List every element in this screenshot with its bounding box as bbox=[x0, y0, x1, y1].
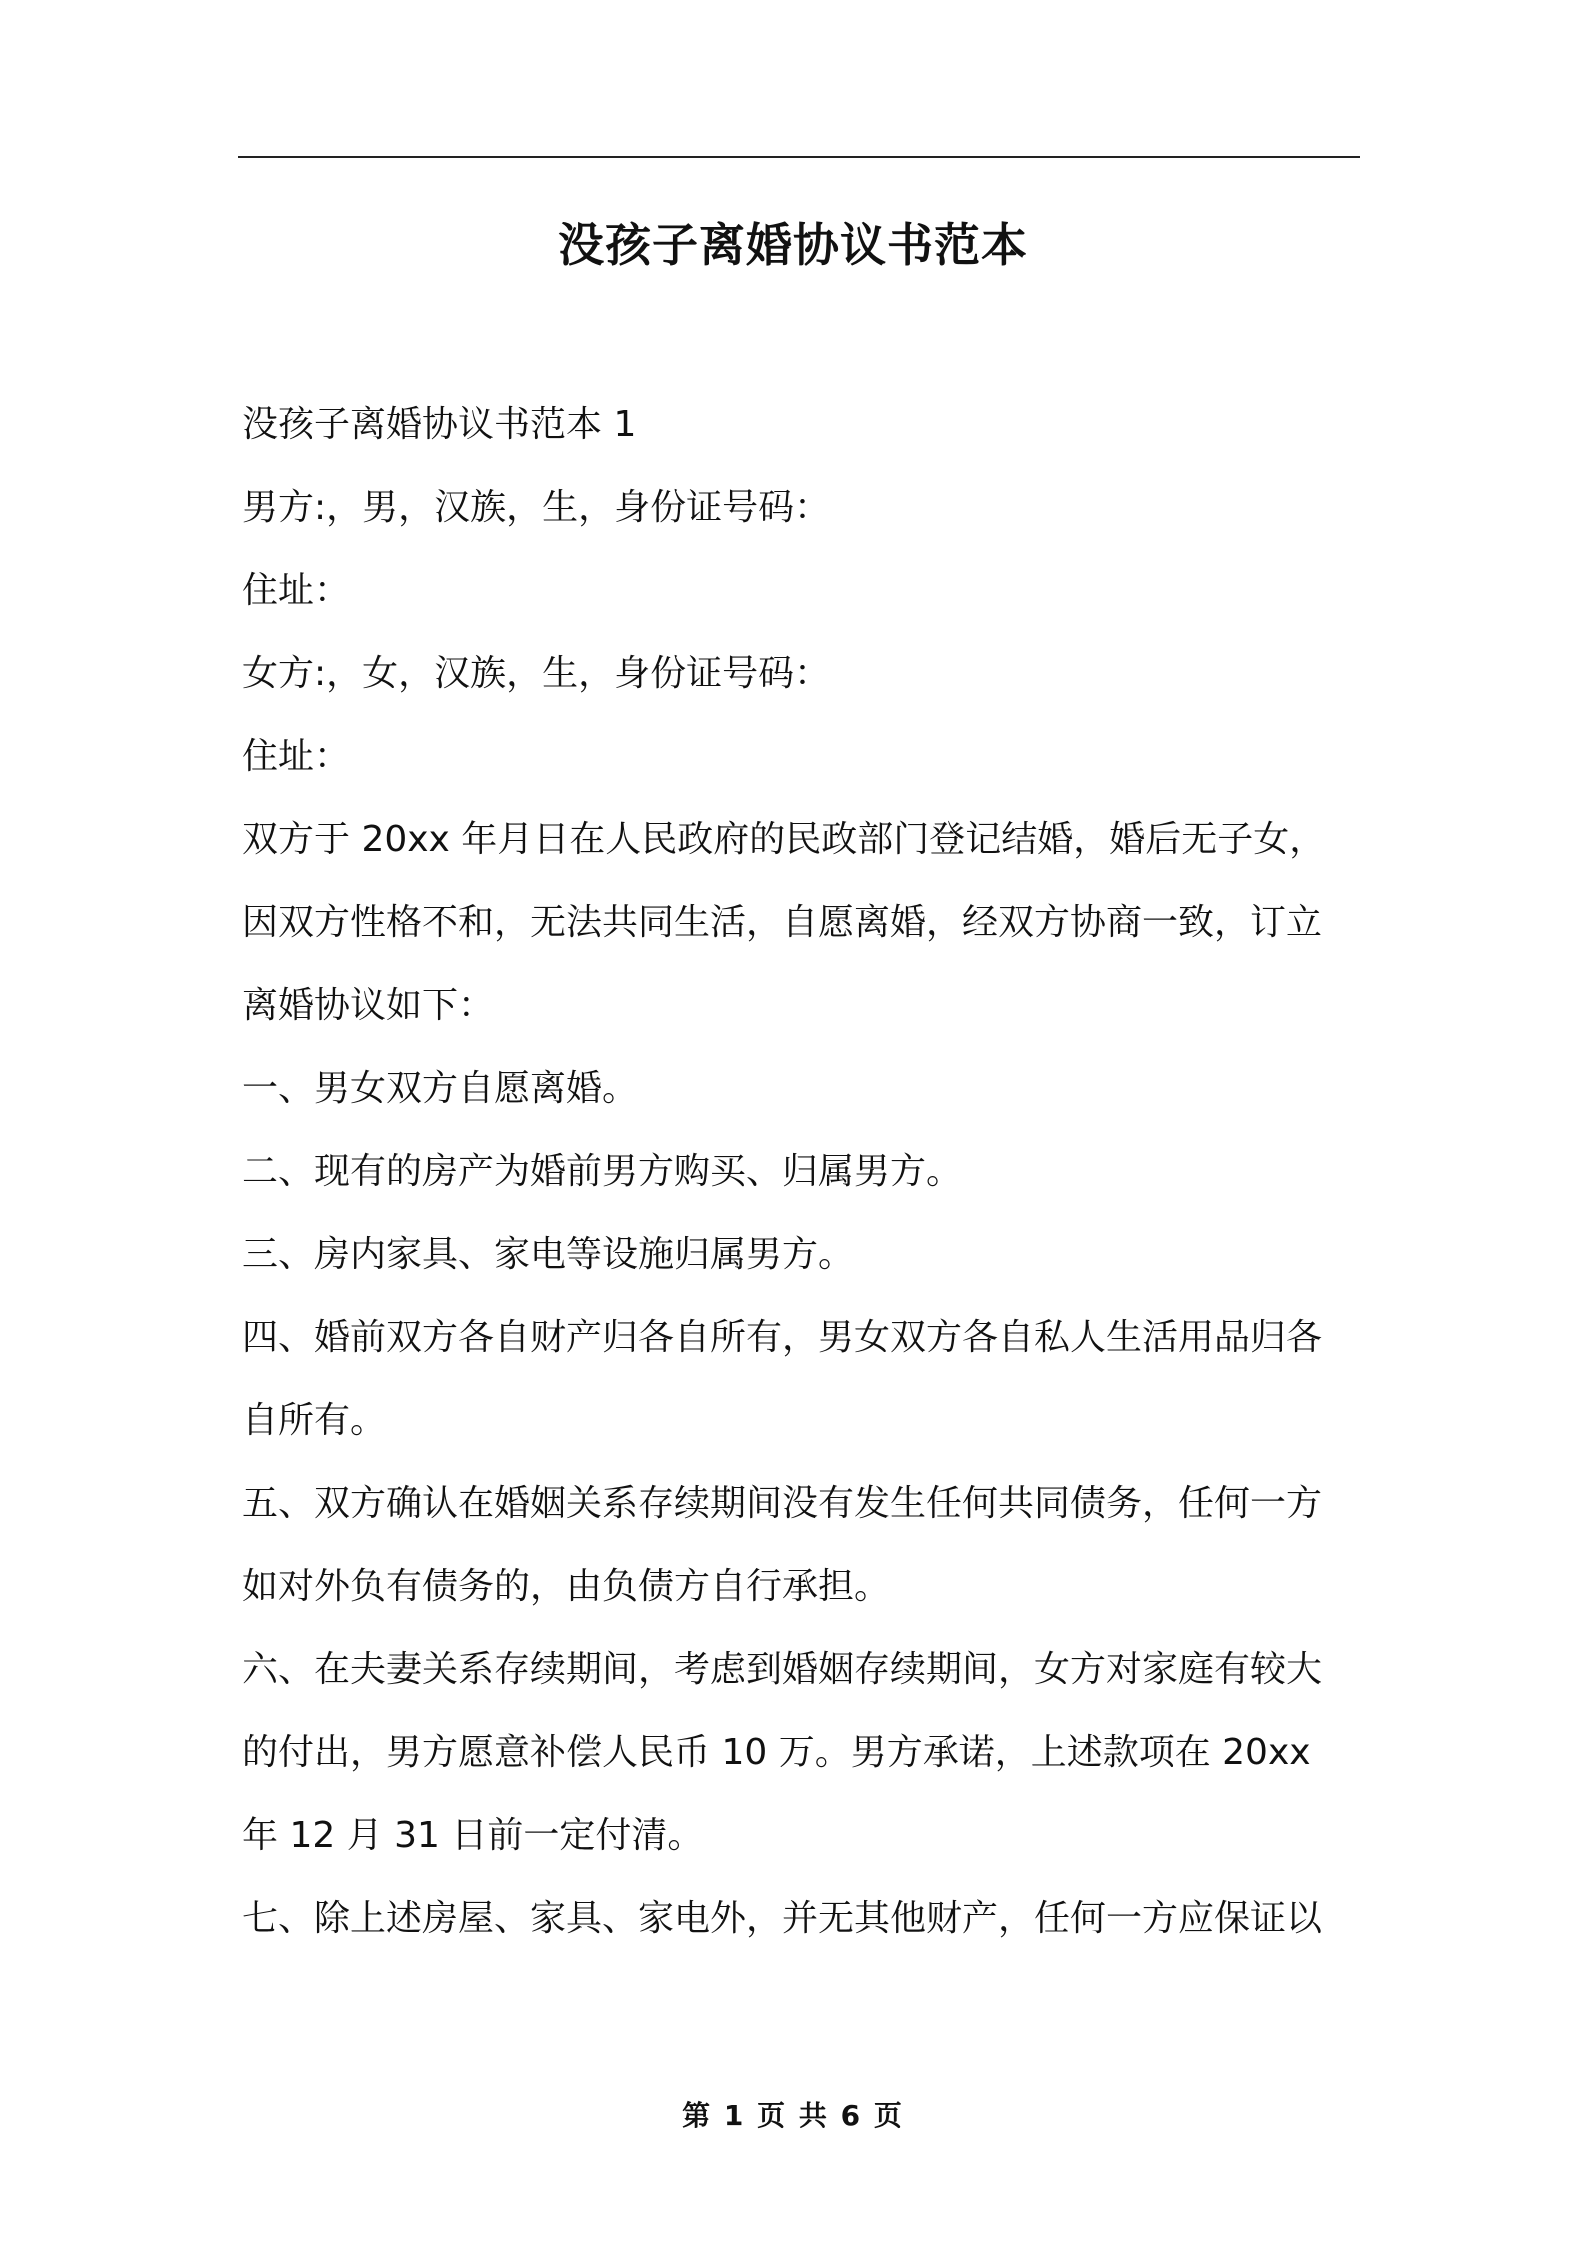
female-address-line: 住址： bbox=[242, 736, 351, 777]
clause-line: 如对外负有债务的，由负债方自行承担。 bbox=[242, 1566, 891, 1607]
paragraph-line: 离婚协议如下： bbox=[242, 985, 495, 1026]
clause-line: 五、双方确认在婚姻关系存续期间没有发生任何共同债务，任何一方 bbox=[242, 1483, 1323, 1524]
clause-line: 三、房内家具、家电等设施归属男方。 bbox=[242, 1234, 855, 1275]
clause-line: 二、现有的房产为婚前男方购买、归属男方。 bbox=[242, 1151, 963, 1192]
document-title: 没孩子离婚协议书范本 bbox=[558, 218, 1028, 272]
male-party-line: 男方:，男，汉族，生，身份证号码： bbox=[242, 487, 831, 528]
clause-line: 年 12 月 31 日前一定付清。 bbox=[242, 1815, 704, 1856]
clause-line: 六、在夫妻关系存续期间，考虑到婚姻存续期间，女方对家庭有较大 bbox=[242, 1649, 1323, 1690]
clause-line: 四、婚前双方各自财产归各自所有，男女双方各自私人生活用品归各 bbox=[242, 1317, 1323, 1358]
male-address-line: 住址： bbox=[242, 570, 351, 611]
clause-line: 的付出，男方愿意补偿人民币 10 万。男方承诺，上述款项在 20xx bbox=[242, 1732, 1311, 1773]
paragraph-line: 因双方性格不和，无法共同生活，自愿离婚，经双方协商一致，订立 bbox=[242, 902, 1323, 943]
document-body bbox=[242, 404, 1360, 1981]
subtitle-line: 没孩子离婚协议书范本 1 bbox=[242, 404, 637, 445]
female-party-line: 女方:，女，汉族，生，身份证号码： bbox=[242, 653, 831, 694]
clause-line: 一、男女双方自愿离婚。 bbox=[242, 1068, 639, 1109]
page-number-footer: 第 1 页 共 6 页 bbox=[682, 2099, 904, 2132]
clause-line: 自所有。 bbox=[242, 1400, 387, 1441]
paragraph-line: 双方于 20xx 年月日在人民政府的民政部门登记结婚，婚后无子女， bbox=[242, 819, 1326, 860]
header-rule bbox=[238, 156, 1360, 158]
clause-line: 七、除上述房屋、家具、家电外，并无其他财产，任何一方应保证以 bbox=[242, 1898, 1323, 1939]
